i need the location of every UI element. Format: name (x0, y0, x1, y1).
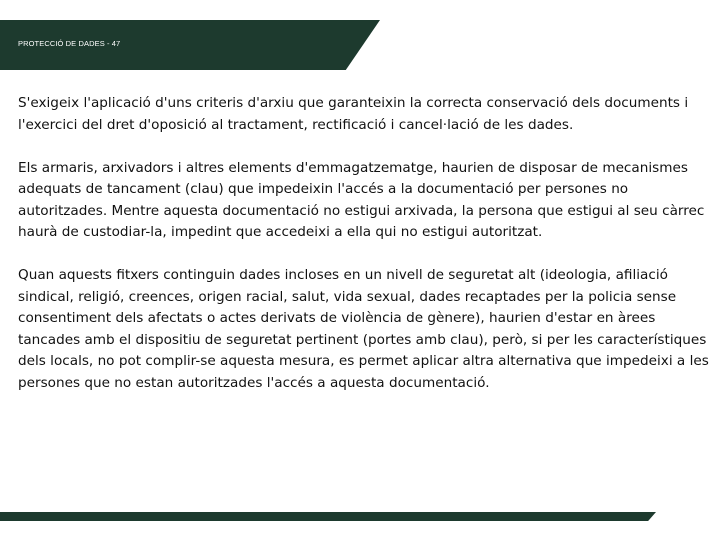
page-title: PROTECCIÓ DE DADES - 47 (18, 39, 121, 48)
paragraph-2: Els armaris, arxivadors i altres elements d'emmagatzematge, haurien de disposar de mecanismes adequats de tancament (clau) que impedeixin l'accés a la documentació per persones no autoritzades. Mentre aquesta documentació no estigui arxivada, la persona que estigui al seu càrrec haurà de custodiar-la, impedint que accedeixi a ella qui no estigui autoritzat. (18, 159, 705, 240)
document-body (18, 93, 716, 416)
footer-band (0, 512, 656, 521)
paragraph-1: S'exigeix l'aplicació d'uns criteris d'arxiu que garanteixin la correcta conservació dels documents i l'exercici del dret d'oposició al tractament, rectificació i cancel·lació de les dades. (18, 95, 689, 133)
paragraph-3: Quan aquests fitxers continguin dades incloses en un nivell de seguretat alt (ideologia, afiliació sindical, religió, creences, origen racial, salut, vida sexual, dades recaptades per la policia sense consentiment dels afectats o actes derivats de violència de gènere), haurien d'estar en àrees tancades amb el dispositiu de seguretat pertinent (portes amb clau), però, si per les característiques dels locals, no pot complir-se aquesta mesura, es permet aplicar altra alternativa que impedeixi a les persones que no estan autoritzades l'accés a aquesta documentació. (18, 267, 709, 391)
